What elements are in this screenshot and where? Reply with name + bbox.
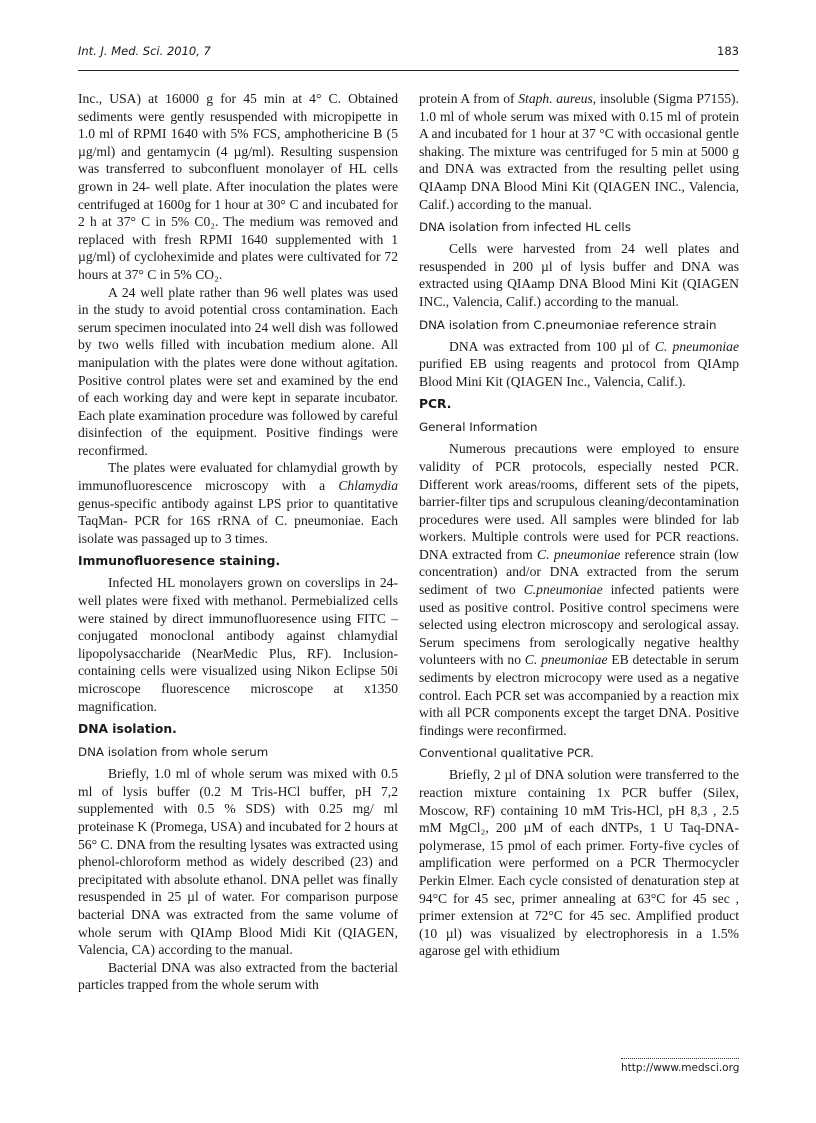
paragraph: Cells were harvested from 24 well plates and resuspended in 200 µl of lysis buffer and DNA was extracted using QIAamp DNA Blood Mini Kit (QIAGEN INC., Valencia, Calif.) according to the manual. [419, 241, 739, 309]
paragraph: Infected HL monolayers grown on coverslips in 24-well plates were fixed with methanol. Permebialized cells were stained by direct immunofluoresence using FITC – conjugated monoclonal antibody against chlamydial lipopolysaccharide (NearMedic Plus, RF). Inclusion-containing cells were visualized using Nikon Eclipse 50i microscope fluorescence microscope at x1350 magnification. [78, 575, 398, 714]
text-run: Numerous precautions were employed to ensure validity of PCR protocols, especially nested PCR. Different work areas/rooms, different sets of the pipets, barrier-filter tips and scrupulous cleaning/decontamination procedures were used. All samples were blinded for lab workers. Multiple controls were used for PCR reactions. DNA extracted from [419, 441, 739, 562]
paragraph [419, 90, 739, 213]
text-run: infected patients were used as positive control. Positive control specimens were selected using electron microscopy and serological assay. Serum specimens from serologically negative healthy volunteers with no [419, 582, 739, 668]
subsection-heading: Conventional qualitative PCR. [419, 746, 594, 761]
subsection-heading: General Information [419, 420, 538, 435]
italic-term: Staph. aureus [518, 91, 593, 106]
subsection-heading: DNA isolation from C.pneumoniae reference strain [419, 317, 717, 332]
paragraph: Briefly, 2 µl of DNA solution were transferred to the reaction mixture containing 1x PCR buffer (Silex, Moscow, RF) containing 10 mM Tris-HCl, pH 8,3 , 2.5 mM MgCl₂, 200 µM of each dNTPs, 1 U Taq-DNA-polymerase, 15 pmol of each primer. Forty-five cycles of amplification were performed on a PCR Thermocycler Perkin Elmer. Each cycle consisted of denaturation step at 94°C for 45 sec, primer annealing at 63°C for 45 sec , primer extension at 72°C for 45 sec. Amplified product (10 µl) was visualized by electrophoresis in a 1.5% agarose gel with ethidium [419, 767, 739, 959]
text-run: EB detectable in serum sediments by electron microcopy were used as a negative control. Each PCR set was accompanied by a reaction mix with all PCR components except the target DNA. Positive findings were reconfirmed. [419, 652, 739, 738]
left-column [78, 90, 398, 994]
header-rule [78, 70, 739, 71]
paragraph: Bacterial DNA was also extracted from the bacterial particles trapped from the whole serum with [78, 959, 398, 993]
italic-term: C. pneumoniae [537, 546, 621, 562]
footer-url[interactable]: http://www.medsci.org [621, 1062, 740, 1074]
subsection-heading: DNA isolation from whole serum [78, 745, 269, 760]
text-run: reference strain (low concentration) and/or DNA extracted from the serum sediment of two [419, 546, 739, 598]
section-heading: Immunofluoresence staining. [78, 554, 281, 569]
paragraph: Briefly, 1.0 ml of whole serum was mixed with 0.5 ml of lysis buffer (0.2 M Tris-HCl buffer, pH 7,2 supplemented with 0.5 % SDS) with 0.25 mg/ ml proteinase K (Promega, USA) and incubated for 2 hours at 56° C. DNA from the resulting lysates was extracted using phenol-chloroform method as widely described (23) and precipitated with absolute ethanol. DNA pellet was finally resuspended in 25 µl of water. For comparison purpose bacterial DNA was extracted from the same volume of whole serum with QIAmp Blood Midi Kit (QIAGEN, Valencia, CA) according to the manual. [78, 766, 398, 958]
running-head [78, 44, 739, 64]
text-run: The plates were evaluated for chlamydial growth by immunofluorescence microscopy with a [78, 460, 398, 494]
text-run: genus-specific antibody against LPS prior to quantitative TaqMan- PCR for 16S rRNA of C. pneumoniae. Each isolate was passaged up to 3 times. [78, 495, 398, 546]
paragraph: Inc., USA) at 16000 g for 45 min at 4° C. Obtained sediments were gently resuspended with micropipette in 1.0 ml of RPMI 1640 with 5% FCS, amphothericine B (5 µg/ml) and gentamycin (4 µg/ml). Resulting suspension was transferred to subconfluent monolayer of HL cells grown in 24- well plate. After inoculation the plates were centrifuged at 1600g for 1 hour at 30° C and incubated for 2 h at 37° C in 5% C0₂. The medium was removed and replaced with fresh RPMI 1640 supplemented with 1 µg/ml) of cycloheximide and plates were cultivated for 72 hours at 37° C in 5% CO₂. [78, 91, 398, 282]
section-heading: DNA isolation. [78, 722, 177, 737]
paragraph: A 24 well plate rather than 96 well plates was used in the study to avoid potential cross contamination. Each serum specimen inoculated into 24 well dish was followed by two wells filled with incubation medium alone. All manipulation with the plates were done without agitation. Positive control plates were set and examined by the end of each working day and were kept in separate incubator. Each plate examination procedure was followed by careful disinfection of the equipment. Positive findings were reconfirmed. [78, 284, 398, 458]
italic-term: Chlamydia [338, 478, 398, 494]
italic-term: C.pneumoniae [523, 582, 603, 598]
text-run: DNA was extracted from 100 µl of [449, 338, 655, 354]
paragraph [419, 440, 739, 739]
text-run: , insoluble (Sigma P7155). 1.0 ml of whole serum was mixed with 0.15 ml of protein A and incubated for 1 hour at 37 °C with occasional gentle shaking. The mixture was centrifuged for 5 min at 5000 g and DNA was extracted from the resulting pellet using QIAamp DNA Blood Mini Kit (QIAGEN INC., Valencia, Calif.) according to the manual. [419, 91, 739, 212]
right-column [419, 90, 739, 960]
text-run: purified EB using reagents and protocol from QIAmp Blood Mini Kit (QIAGEN Inc., Valencia, Calif.). [419, 356, 739, 389]
page-footer [621, 1058, 739, 1074]
page-number: 183 [717, 44, 739, 58]
paragraph [78, 459, 398, 547]
footer-rule [621, 1058, 739, 1059]
subsection-heading: DNA isolation from infected HL cells [419, 220, 631, 235]
section-heading: PCR. [419, 397, 452, 412]
journal-citation: Int. J. Med. Sci. 2010, 7 [78, 44, 211, 58]
italic-term: C. pneumoniae [654, 338, 739, 354]
paragraph [419, 338, 739, 391]
text-run: protein A from of [419, 91, 519, 106]
italic-term: C. pneumoniae [524, 652, 608, 668]
